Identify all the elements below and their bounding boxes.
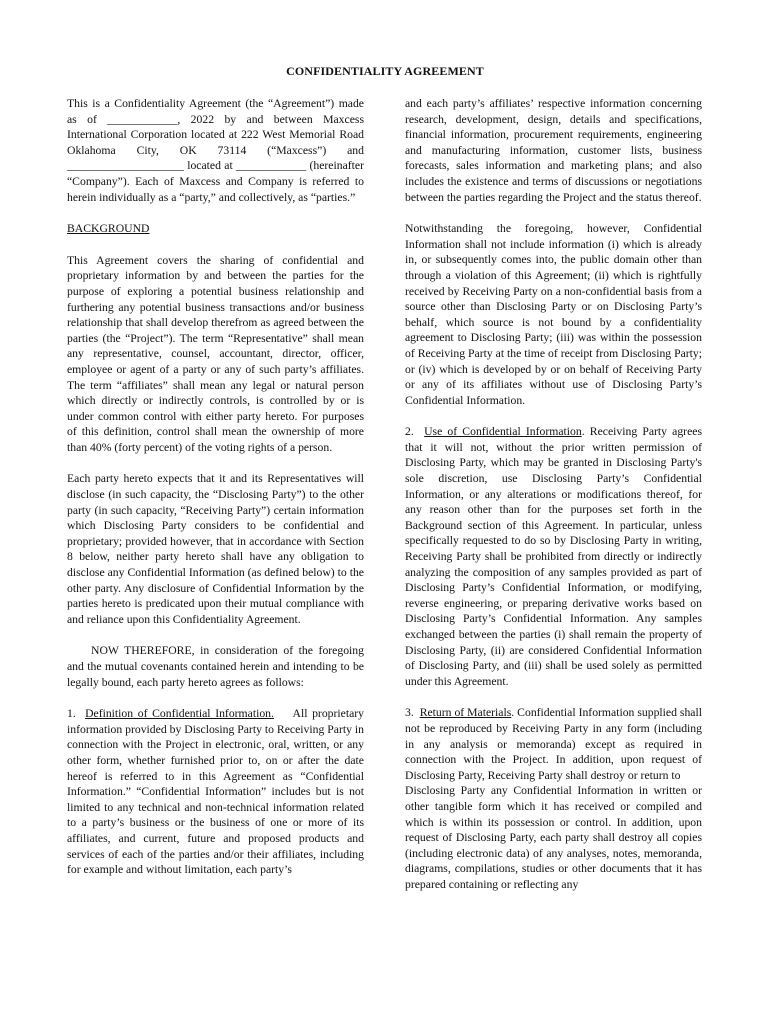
now-therefore-paragraph: NOW THEREFORE, in consideration of the foregoing and the mutual covenants contained herein and intending to be legally bound, each party hereto agrees as follows:: [67, 644, 364, 689]
right-column: [405, 96, 702, 893]
background-paragraph-2: Each party hereto expects that it and its Representatives will disclose (in such capacity, the “Disclosing Party”) to the other party (in such capacity, “Receiving Party”) certain information which Disclosing Party considers to be confidential and proprietary; provided however, that in accordance with Section 8 below, neither party hereto shall have any obligation to disclose any Confidential Information (as defined below) to the other party. Any disclosure of Confidential Information by the parties hereto is predicated upon their mutual compliance with and reliance upon this Confidentiality Agreement.: [67, 472, 364, 626]
notwithstanding-paragraph: Notwithstanding the foregoing, however, Confidential Information shall not include information (i) which is already in, or subsequently comes into, the public domain other than through a violation of this Agreement; (ii) which is rightfully received by Receiving Party on a non-confidential basis from a source other than Disclosing Party or on Disclosing Party’s behalf, which source is not bound by a confidentiality agreement to Disclosing Party; (iii) was within the possession of Receiving Party at the time of receipt from Disclosing Party; or (iv) which is developed by or on behalf of Receiving Party or any of its affiliates without use of Disclosing Party’s Confidential Information.: [405, 222, 702, 407]
section-2-paragraph: [405, 424, 702, 689]
section-2-number: 2.: [405, 425, 414, 439]
intro-paragraph: This is a Confidentiality Agreement (the “Agreement”) made as of ____________, 2022 by and between Maxcess International Corporation located at 222 West Memorial Road Oklahoma City, OK 73114 (“Maxcess”) and ____________________ located at ____________ (hereinafter “Company”). Each of Maxcess and Company is referred to herein individually as a “party,” and collectively, as “parties.”: [67, 97, 364, 204]
section-1-heading: Definition of Confidential Information.: [85, 707, 274, 721]
section-1-number: 1.: [67, 707, 76, 721]
section-2-heading: Use of Confidential Information: [424, 425, 582, 439]
background-heading: BACKGROUND: [67, 222, 150, 236]
section-3-heading: Return of Materials: [419, 706, 512, 720]
background-paragraph-1: This Agreement covers the sharing of confidential and proprietary information by and between the parties for the purpose of exploring a potential business relationship and furthering any potential business transactions and/or business relationship that shall develop therefrom as agreed between the parties (the “Project”). The term “Representative” shall mean any representative, counsel, accountant, director, officer, employee or agent of a party or any of such party’s affiliates. The term “affiliates” shall mean any legal or natural person which directly or indirectly controls, is controlled by or is under common control with either party hereto. For purposes of this definition, control shall mean the ownership of more than 40% (forty percent) of the voting rights of a person.: [67, 253, 364, 454]
section-1-paragraph: [67, 706, 364, 878]
section-1-continued: and each party’s affiliates’ respective information concerning research, development, design, details and specifications, financial information, procurement requirements, engineering and manufacturing information, customer lists, business forecasts, sales information and marketing plans; and also includes the existence and terms of discussions or negotiations between the parties regarding the Project and the status thereof.: [405, 97, 702, 204]
section-3-number: 3.: [405, 706, 414, 720]
section-2-text: . Receiving Party agrees that it will not, without the prior written permission of Disclosing Party, which may be granted in Disclosing Party's sole discretion, use Disclosing Party’s Confidential Information, or any alterations or modifications thereof, for any reason other than for the purposes set forth in the Background section of this Agreement. In particular, unless specifically requested to do so by Disclosing Party in writing, Receiving Party shall be prohibited from directly or indirectly analyzing the composition of any samples provided as part of Disclosing Party’s Confidential Information, or modifying, reverse engineering, or preparing derivative works based on Disclosing Party’s Confidential Information. Any samples exchanged between the parties (i) shall remain the property of Disclosing Party, (ii) are considered Confidential Information of Disclosing Party, and (iii) shall be used solely as permitted under this Agreement.: [405, 425, 702, 688]
section-3-paragraph-continued: Disclosing Party any Confidential Information in written or other tangible form which it has received or compiled and which is within its possession or control. In addition, upon request of Disclosing Party, each party shall destroy all copies (including electronic data) of any analyses, notes, memoranda, diagrams, compilations, studies or other documents that it has prepared containing or reflecting any: [405, 784, 702, 891]
document-title: CONFIDENTIALITY AGREEMENT: [286, 64, 484, 78]
left-column: [67, 96, 364, 878]
section-3-paragraph: [405, 705, 702, 783]
section-1-text: All proprietary information provided by Disclosing Party to Receiving Party in connection with the Project in electronic, oral, written, or any other form, whether furnished prior to, on or after the date hereof is referred to in this Agreement as “Confidential Information.” “Confidential Information” includes but is not limited to any technical and non-technical information related to a party’s business or the business of one or more of its affiliates, and current, future and proposed products and services of each of the parties and/or their affiliates, including for example and without limitation, each party’s: [67, 707, 365, 877]
section-3-text: . Confidential Information supplied shall not be reproduced by Receiving Party in any form (including in any analysis or memoranda) except as required in connection with the Project. In addition, upon request of Disclosing Party, Receiving Party shall destroy or return to: [405, 706, 702, 782]
